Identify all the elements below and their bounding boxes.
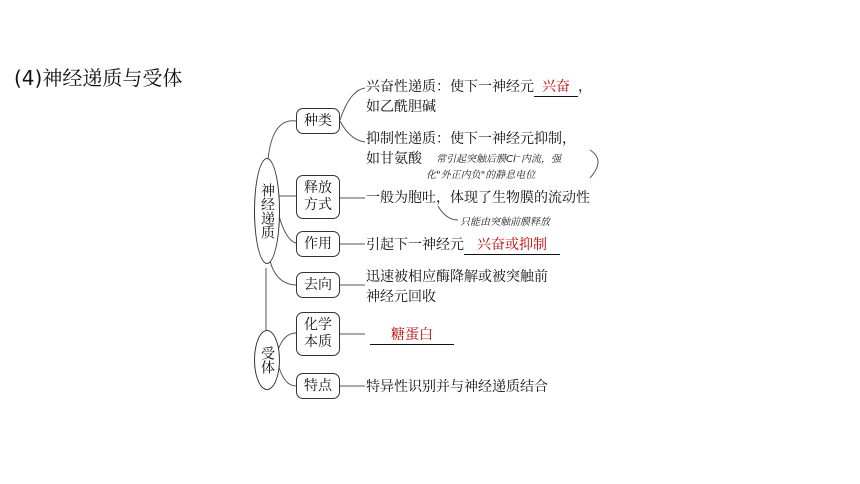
handwritten-note-chloride: 常引起突触后膜Cl⁻内流，强	[436, 154, 562, 165]
page-title: (4)神经递质与受体	[14, 66, 183, 90]
effect-box	[296, 231, 340, 257]
inhibitory-example: 如甘氨酸	[366, 151, 422, 167]
excitatory-example: 如乙酰胆碱	[366, 99, 436, 115]
feature-text: 特异性识别并与神经递质结合	[366, 379, 548, 395]
neurotransmitter-oval	[254, 158, 280, 264]
excitatory-line	[366, 78, 592, 97]
chemical-nature-line	[370, 326, 454, 345]
receptor-label: 受体	[259, 346, 275, 374]
release-text: 一般为胞吐，体现了生物膜的流动性	[366, 190, 590, 206]
inhibitory-line: 抑制性递质：使下一神经元抑制，	[366, 131, 576, 147]
excitatory-prefix: 兴奋性递质：使下一神经元	[366, 79, 534, 95]
chemical-nature-label: 化学本质	[304, 317, 332, 350]
handwritten-note-resting-potential: 化"外正内负"的静息电位	[426, 170, 536, 181]
types-box	[296, 108, 340, 134]
effect-answer: 兴奋或抑制	[464, 236, 560, 255]
release-method-label: 释放方式	[304, 180, 332, 213]
effect-label: 作用	[304, 235, 332, 252]
fate-line-2: 神经元回收	[366, 289, 436, 305]
excitatory-answer: 兴奋	[534, 78, 578, 97]
receptor-oval	[254, 330, 280, 390]
feature-box	[296, 373, 340, 399]
neurotransmitter-label: 神经递质	[259, 183, 275, 239]
fate-label: 去向	[304, 276, 332, 293]
excitatory-suffix: ，	[578, 79, 592, 95]
effect-prefix: 引起下一神经元	[366, 237, 464, 253]
handwritten-note-release: 只能由突触前膜释放	[460, 217, 550, 228]
fate-line-1: 迅速被相应酶降解或被突触前	[366, 269, 548, 285]
fate-box	[296, 272, 340, 298]
feature-label: 特点	[304, 377, 332, 394]
chemical-nature-answer: 糖蛋白	[370, 326, 454, 345]
effect-line	[366, 236, 560, 255]
chemical-nature-box	[296, 312, 340, 356]
types-label: 种类	[304, 112, 332, 129]
release-method-box	[296, 175, 340, 219]
